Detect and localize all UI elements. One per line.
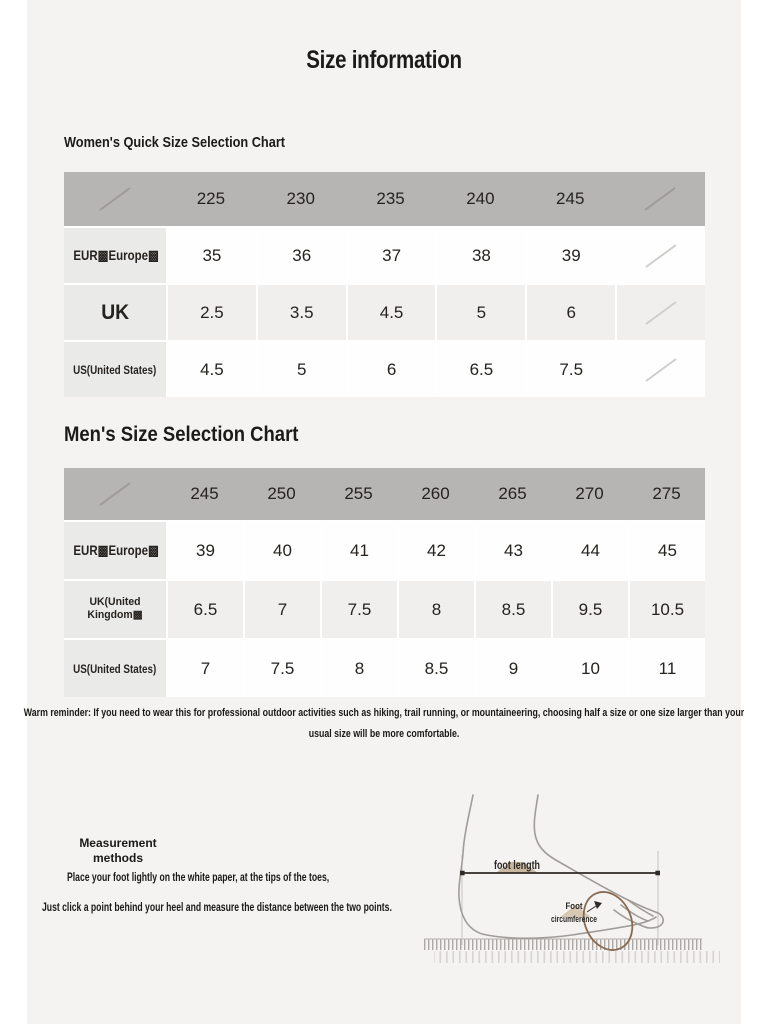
size-value-cell: 6.5 — [435, 340, 525, 397]
row-label-cell — [64, 638, 166, 697]
size-value-cell: 7.5 — [525, 340, 615, 397]
row-label: US(United States) — [73, 362, 157, 377]
header-size-cell: 255 — [320, 468, 397, 520]
size-value-cell: 10 — [551, 638, 628, 697]
size-value-cell: 9.5 — [551, 579, 628, 638]
womens-row-eur — [64, 226, 705, 283]
womens-row-uk — [64, 283, 705, 340]
header-empty-cell — [64, 468, 166, 520]
slash-icon — [641, 355, 681, 385]
measurement-instruction-1: Place your foot lightly on the white paper, at the tips of the toes, — [67, 872, 330, 884]
empty-value-cell — [615, 283, 705, 340]
page-title: Size information — [306, 46, 462, 74]
womens-row-us — [64, 340, 705, 397]
size-value-cell: 7 — [166, 638, 243, 697]
row-label-cell — [64, 226, 166, 283]
warm-reminder-text: Warm reminder: If you need to wear this for professional outdoor activities such as hiking, trail running, or mountaineering, choosing half a size or one size larger than your usual size will be more comfortable. — [23, 707, 745, 740]
row-label: EUR▩Europe▩ — [73, 541, 159, 558]
size-value-cell: 10.5 — [628, 579, 705, 638]
size-value-cell: 42 — [397, 520, 474, 579]
header-size-cell: 245 — [166, 468, 243, 520]
size-value-cell: 9 — [474, 638, 551, 697]
foot-measurement-diagram — [420, 793, 768, 978]
slash-icon — [92, 479, 138, 509]
size-value-cell: 39 — [166, 520, 243, 579]
row-label: US(United States) — [73, 661, 157, 676]
mens-row-uk — [64, 579, 705, 638]
header-size-cell: 260 — [397, 468, 474, 520]
size-value-cell: 5 — [435, 283, 525, 340]
size-value-cell: 35 — [166, 226, 256, 283]
size-value-cell: 39 — [525, 226, 615, 283]
womens-chart-heading: Women's Quick Size Selection Chart — [64, 134, 286, 151]
mens-header-row — [64, 468, 705, 520]
row-label-cell — [64, 579, 166, 638]
foot-length-label: foot length — [494, 858, 540, 872]
row-label: EUR▩Europe▩ — [73, 246, 159, 263]
size-value-cell: 6 — [346, 340, 436, 397]
slash-icon — [641, 241, 681, 271]
ruler — [424, 939, 720, 963]
row-label: UK — [101, 300, 129, 324]
row-label-cell — [64, 340, 166, 397]
size-value-cell: 8.5 — [397, 638, 474, 697]
size-value-cell: 40 — [243, 520, 320, 579]
size-value-cell: 41 — [320, 520, 397, 579]
size-value-cell: 7 — [243, 579, 320, 638]
foot-length-arrow — [460, 871, 660, 876]
header-size-cell: 245 — [525, 172, 615, 226]
row-label-cell — [64, 520, 166, 579]
size-value-cell: 36 — [256, 226, 346, 283]
womens-size-table — [64, 172, 705, 397]
size-value-cell: 5 — [256, 340, 346, 397]
size-value-cell: 2.5 — [166, 283, 256, 340]
header-size-cell: 265 — [474, 468, 551, 520]
size-value-cell: 6.5 — [166, 579, 243, 638]
slash-icon — [637, 184, 683, 214]
size-value-cell: 8 — [320, 638, 397, 697]
mens-row-us — [64, 638, 705, 697]
size-value-cell: 3.5 — [256, 283, 346, 340]
slash-icon — [92, 184, 138, 214]
size-value-cell: 6 — [525, 283, 615, 340]
size-value-cell: 8 — [397, 579, 474, 638]
size-value-cell: 44 — [551, 520, 628, 579]
size-value-cell: 43 — [474, 520, 551, 579]
header-empty-cell — [64, 172, 166, 226]
empty-value-cell — [615, 226, 705, 283]
size-value-cell: 11 — [628, 638, 705, 697]
row-label: UK(United Kingdom▩ — [87, 596, 143, 621]
size-value-cell: 37 — [346, 226, 436, 283]
circumference-label-line2: circumference — [551, 914, 597, 924]
header-size-cell: 250 — [243, 468, 320, 520]
row-label-cell — [64, 283, 166, 340]
mens-row-eur — [64, 520, 705, 579]
size-value-cell: 7.5 — [320, 579, 397, 638]
womens-header-row — [64, 172, 705, 226]
circumference-label-line1: Foot — [565, 901, 583, 911]
header-size-cell: 225 — [166, 172, 256, 226]
header-size-cell: 275 — [628, 468, 705, 520]
measurement-instruction-2: Just click a point behind your heel and measure the distance between the two points. — [42, 902, 392, 914]
mens-size-table — [64, 468, 705, 697]
header-size-cell: 270 — [551, 468, 628, 520]
slash-icon — [641, 298, 681, 328]
size-value-cell: 7.5 — [243, 638, 320, 697]
size-value-cell: 4.5 — [166, 340, 256, 397]
size-value-cell: 8.5 — [474, 579, 551, 638]
header-size-cell: 240 — [435, 172, 525, 226]
size-value-cell: 45 — [628, 520, 705, 579]
mens-chart-heading: Men's Size Selection Chart — [64, 423, 299, 446]
size-value-cell: 38 — [435, 226, 525, 283]
size-value-cell: 4.5 — [346, 283, 436, 340]
header-empty-cell — [615, 172, 705, 226]
circumference-pointer-arrow — [587, 901, 602, 912]
header-size-cell: 235 — [346, 172, 436, 226]
empty-value-cell — [615, 340, 705, 397]
measurement-methods-title: Measurement methods — [79, 836, 157, 865]
header-size-cell: 230 — [256, 172, 346, 226]
